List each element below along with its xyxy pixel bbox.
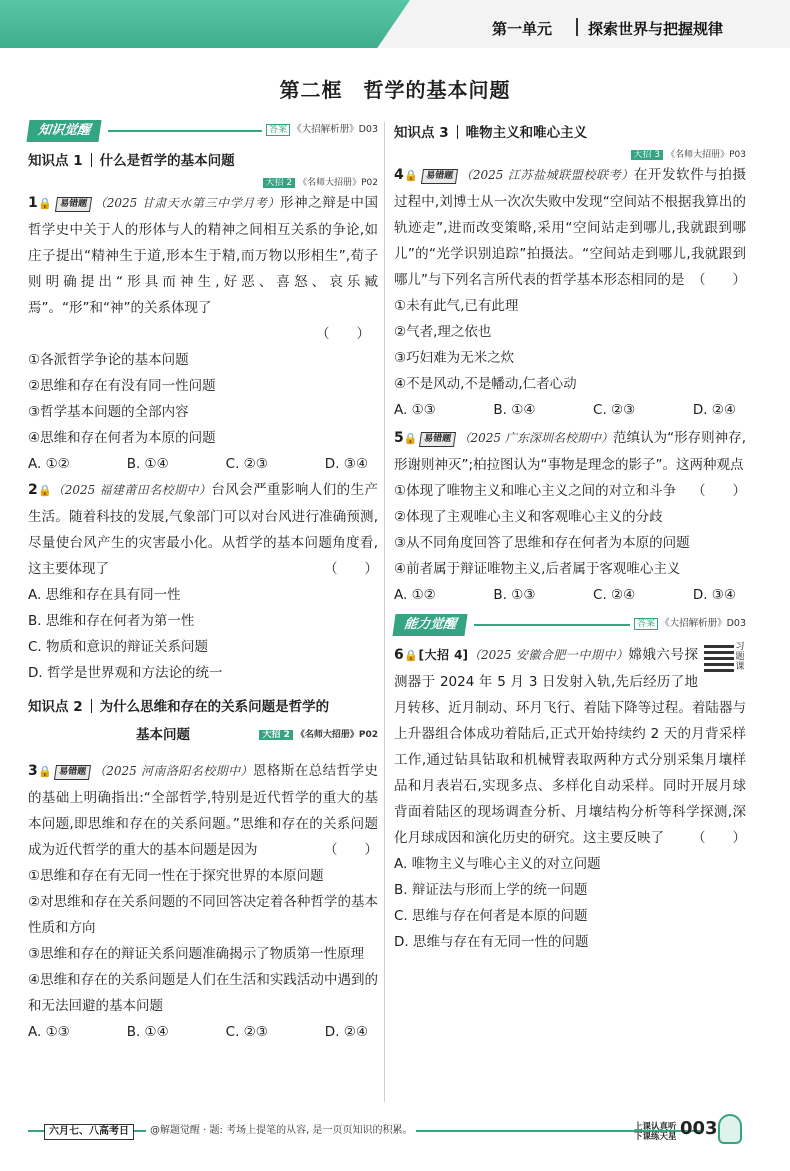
option: ④思维和存在何者为本原的问题	[28, 430, 216, 446]
choice-b[interactable]: B. ①④	[126, 456, 169, 472]
lock-icon: 🔒	[37, 197, 53, 210]
question-stem: 形神之辩是中国哲学史中关于人的形体与人的精神之间相互关系的争论,如庄子提出“精神生于道,形本生于精,而万物以形相生”,荀子则明确提出“形具而神生,好恶、喜怒、哀乐臧焉”。“形”和“神”的关系体现了	[28, 195, 379, 316]
lock-icon: 🔒	[37, 765, 53, 778]
question-stem: 范缜认为“形存则神存,形谢则神灭”;柏拉图认为“事物是理念的影子”。这两种观点	[394, 430, 746, 473]
lock-icon: 🔒	[37, 484, 53, 497]
question-source: （2025 安徽合肥一中期中）	[468, 648, 629, 662]
answer-paren: （ ）	[692, 483, 746, 499]
question-4	[394, 148, 746, 423]
header-divider	[576, 18, 578, 36]
lock-icon: 🔒	[403, 169, 419, 182]
answer-reference: 答案 《大招解析册》D03	[630, 616, 746, 632]
qr-label: 习题课	[735, 642, 745, 672]
option: ④不是风动,不是幡动,仁者心动	[394, 376, 577, 392]
option: ③巧妇难为无米之炊	[394, 350, 515, 366]
choice-a[interactable]: A. ①②	[28, 456, 70, 472]
error-prone-badge: 易错题	[55, 197, 92, 212]
question-number: 1	[28, 195, 38, 211]
question-source: （2025 甘肃天水第三中学月考）	[93, 196, 281, 210]
choice-b[interactable]: B. ①④	[493, 402, 536, 418]
footer-tag: 六月七、八高考日	[44, 1124, 134, 1140]
question-number: 2	[28, 482, 38, 498]
page-footer	[0, 1112, 790, 1171]
page-title: 第二框 哲学的基本问题	[279, 78, 511, 102]
answer-reference: 答案 《大招解析册》D03	[262, 122, 378, 138]
question-source: （2025 河南洛阳名校期中）	[93, 764, 253, 778]
error-prone-badge: 易错题	[419, 432, 456, 447]
choice-b[interactable]: B. 思维和存在何者为第一性	[28, 613, 195, 629]
choice-b[interactable]: B. ①④	[126, 1024, 169, 1040]
question-source: （2025 江苏盐城联盟校联考）	[459, 168, 634, 182]
option: ①体现了唯物主义和唯心主义之间的对立和斗争	[394, 483, 677, 499]
answer-paren: （ ）	[324, 842, 378, 858]
answer-paren: （ ）	[316, 326, 370, 342]
choice-c[interactable]: C. ②③	[225, 1024, 268, 1040]
section-tag: 知识觉醒	[26, 120, 101, 142]
option: ②体现了主观唯心主义和客观唯心主义的分歧	[394, 509, 663, 525]
answer-choices	[28, 1019, 378, 1045]
question-1	[28, 176, 378, 477]
question-6	[394, 642, 746, 955]
right-column	[394, 120, 746, 955]
choice-d[interactable]: D. ②④	[692, 402, 736, 418]
knowledge-point-3: 知识点 3 唯物主义和唯心主义	[394, 125, 588, 141]
choice-c[interactable]: C. ②④	[593, 587, 636, 603]
choice-c[interactable]: C. 物质和意识的辩证关系问题	[28, 639, 209, 655]
section-band	[394, 614, 746, 636]
question-number: 5	[394, 430, 404, 446]
choice-b[interactable]: B. ①③	[493, 587, 536, 603]
choice-a[interactable]: A. 唯物主义与唯心主义的对立问题	[394, 856, 601, 872]
question-stem: 恩格斯在总结哲学史的基础上明确指出:“全部哲学,特别是近代哲学的重大的基本问题,即思维和存在的关系问题。”思维和存在的关系问题成为近代哲学的重大的基本问题是因为	[28, 763, 379, 858]
question-3	[28, 758, 378, 1045]
choice-d[interactable]: D. ③④	[324, 456, 368, 472]
question-number: 6	[394, 647, 404, 663]
question-source: （2025 福建莆田名校期中）	[52, 483, 212, 497]
error-prone-badge: 易错题	[421, 169, 458, 184]
option: ④思维和存在的关系问题是人们在生活和实践活动中遇到的和无法回避的基本问题	[28, 972, 378, 1014]
choice-c[interactable]: C. 思维与存在何者是本原的问题	[394, 908, 588, 924]
lock-icon: 🔒	[403, 432, 418, 445]
answer-choices	[28, 451, 378, 477]
knowledge-point-2-cont: 基本问题 大招 2 《名师大招册》P02	[136, 727, 378, 743]
answer-paren: （ ）	[692, 830, 746, 846]
option: ①未有此气,已有此理	[394, 298, 519, 314]
unit-label: 第一单元	[492, 20, 553, 38]
question-stem: 在开发软件与拍摄过程中,刘博士从一次次失败中发现“空间站不根据我算出的轨迹走”,进而改变策略,采用“空间站走到哪儿,我就跟到哪儿”的“光学识别追踪”拍摄法。“空间站走到哪儿,我就跟到哪儿”与下列名言所代表的哲学基本形态相同的是	[394, 167, 747, 288]
choice-d[interactable]: D. 哲学是世界观和方法论的统一	[28, 665, 223, 681]
choice-a[interactable]: A. ①②	[394, 587, 436, 603]
choice-a[interactable]: A. 思维和存在具有同一性	[28, 587, 181, 603]
option: ①各派哲学争论的基本问题	[28, 352, 189, 368]
footer-slogan: @解题觉醒 · 题: 考场上提笔的从容, 是一页页知识的积累。	[146, 1124, 416, 1138]
column-divider	[384, 122, 385, 1102]
header-accent-band	[0, 0, 410, 48]
answer-paren: （ ）	[692, 272, 746, 288]
option: ②对思维和存在关系问题的不同回答决定着各种哲学的基本性质和方向	[28, 894, 378, 936]
question-2	[28, 477, 378, 686]
knowledge-point-2: 知识点 2 为什么思维和存在的关系问题是哲学的	[28, 699, 330, 715]
knowledge-point-1: 知识点 1 什么是哲学的基本问题	[28, 153, 235, 169]
question-number: 3	[28, 763, 38, 779]
answer-choices	[394, 582, 746, 608]
page-header	[0, 0, 790, 48]
option: ②气者,理之依也	[394, 324, 492, 340]
question-source: （2025 广东深圳名校期中）	[458, 431, 614, 445]
question-5	[394, 425, 746, 608]
option: ②思维和存在有没有同一性问题	[28, 378, 216, 394]
option: ①思维和存在有无同一性在于探究世界的本原问题	[28, 868, 324, 884]
method-tag: 大招 2 《名师大招册》P02	[28, 176, 378, 190]
choice-d[interactable]: D. 思维与存在有无同一性的问题	[394, 934, 589, 950]
section-tag: 能力觉醒	[392, 614, 467, 636]
lock-icon: 🔒	[403, 649, 419, 662]
choice-a[interactable]: A. ①③	[28, 1024, 70, 1040]
qr-code-icon[interactable]	[704, 642, 734, 672]
mascot-icon	[718, 1114, 742, 1144]
option: ③哲学基本问题的全部内容	[28, 404, 189, 420]
choice-a[interactable]: A. ①③	[394, 402, 436, 418]
page-number: 003	[680, 1118, 718, 1139]
choice-c[interactable]: C. ②③	[225, 456, 268, 472]
method-tag: 大招 3 《名师大招册》P03	[394, 148, 746, 162]
option: ④前者属于辩证唯物主义,后者属于客观唯心主义	[394, 561, 681, 577]
answer-paren: （ ）	[324, 561, 378, 577]
option: ③从不同角度回答了思维和存在何者为本原的问题	[394, 535, 690, 551]
answer-choices	[394, 397, 746, 423]
question-stem: 嫦娥六号探测器于 2024 年 5 月 3 日发射入轨,先后经历了地月转移、近月制动、环月飞行、着陆下降等过程。着陆器与上升器组合体成功着陆后,正式开始持续约 2 天的月背采样工作,通过钻具钻取和机械臂表取两种方式分别采集月壤样品和月表岩石,实现多点、多样化自动采样。同时开展月球背面着陆区的现场调查分析、月壤结构分析等科学探测,深化月球成因和演化历史的研究。这主要反映了	[394, 647, 746, 846]
unit-title: 探索世界与把握规律	[588, 20, 724, 38]
footer-motto: 上课认真听 下课练天星	[634, 1122, 677, 1142]
error-prone-badge: 易错题	[54, 765, 91, 780]
choice-c[interactable]: C. ②③	[593, 402, 636, 418]
option: ③思维和存在的辩证关系问题准确揭示了物质第一性原理	[28, 946, 365, 962]
choice-d[interactable]: D. ③④	[692, 587, 736, 603]
choice-b[interactable]: B. 辩证法与形而上学的统一问题	[394, 882, 588, 898]
question-stem: 台风会严重影响人们的生产生活。随着科技的发展,气象部门可以对台风进行准确预测,尽量使台风产生的灾害最小化。从哲学的基本问题角度看,这主要体现了	[28, 482, 378, 577]
method-badge: [大招 4]	[418, 648, 468, 662]
method-tag: 大招 2 《名师大招册》P02	[259, 728, 378, 742]
left-column	[28, 120, 378, 1045]
section-band	[28, 120, 378, 142]
choice-d[interactable]: D. ②④	[324, 1024, 368, 1040]
question-number: 4	[394, 167, 404, 183]
